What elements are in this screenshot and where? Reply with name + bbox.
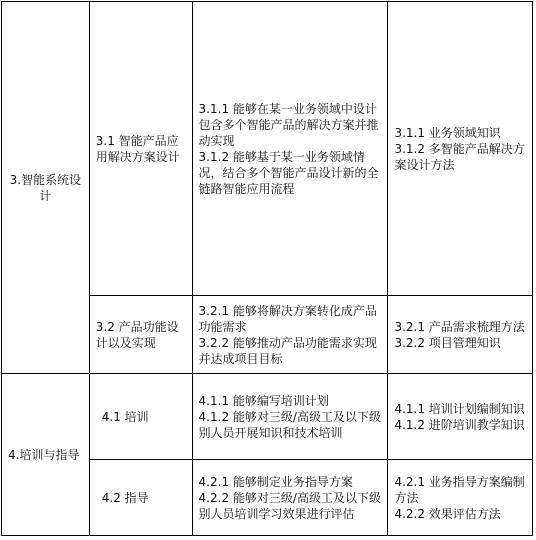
knowledge-item: 4.1.2 进阶培训教学知识 — [394, 417, 525, 432]
knowledge-cell — [388, 296, 533, 374]
skill-item: 4.1.2 能够对三级/高级工及以下级别人员开展知识和技术培训 — [198, 409, 381, 440]
knowledge-item: 3.2.1 产品需求梳理方法 — [394, 319, 525, 334]
unit-label: 4.1 培训 — [101, 409, 149, 424]
knowledge-item: 3.1.2 多智能产品解决方案设计方法 — [394, 141, 525, 172]
skill-item: 4.2.1 能够制定业务指导方案 — [198, 474, 353, 489]
unit-cell — [89, 296, 192, 374]
unit-label: 4.2 指导 — [101, 490, 149, 505]
skills-cell — [192, 296, 388, 374]
table-row — [2, 2, 533, 296]
skills-cell — [192, 374, 388, 460]
knowledge-cell — [388, 460, 533, 536]
domain-label: 4.培训与指导 — [8, 447, 80, 462]
skill-item: 3.2.2 能够推动产品功能需求实现并达成项目目标 — [198, 335, 377, 366]
knowledge-cell — [388, 374, 533, 460]
table-row — [2, 374, 533, 460]
skills-table — [1, 1, 533, 536]
skills-cell — [192, 2, 388, 296]
skill-item: 3.1.1 能够在某一业务领域中设计包含多个智能产品的解决方案并推动实现 — [198, 101, 379, 148]
unit-cell — [89, 460, 192, 536]
unit-cell — [89, 2, 192, 296]
skill-item: 3.2.1 能够将解决方案转化成产品功能需求 — [198, 303, 377, 334]
knowledge-item: 3.2.2 项目管理知识 — [394, 335, 501, 350]
domain-cell — [2, 374, 90, 536]
domain-cell — [2, 2, 90, 374]
knowledge-item: 3.1.1 业务领域知识 — [394, 125, 501, 140]
unit-label: 3.1 智能产品应用解决方案设计 — [95, 133, 180, 164]
knowledge-cell — [388, 2, 533, 296]
skill-item: 4.1.1 能够编写培训计划 — [198, 393, 329, 408]
knowledge-item: 4.2.1 业务指导方案编制方法 — [394, 474, 525, 505]
skill-item: 4.2.2 能够对三级/高级工及以下级别人员培训学习效果进行评估 — [198, 490, 381, 521]
skill-item: 3.1.2 能够基于某一业务领域情况，结合多个智能产品设计新的全链路智能应用流程 — [198, 149, 379, 196]
knowledge-item: 4.1.1 培训计划编制知识 — [394, 401, 525, 416]
skills-cell — [192, 460, 388, 536]
unit-label: 3.2 产品功能设计以及实现 — [95, 319, 179, 350]
domain-label: 3.智能系统设计 — [9, 172, 82, 203]
unit-cell — [89, 374, 192, 460]
knowledge-item: 4.2.2 效果评估方法 — [394, 506, 501, 521]
